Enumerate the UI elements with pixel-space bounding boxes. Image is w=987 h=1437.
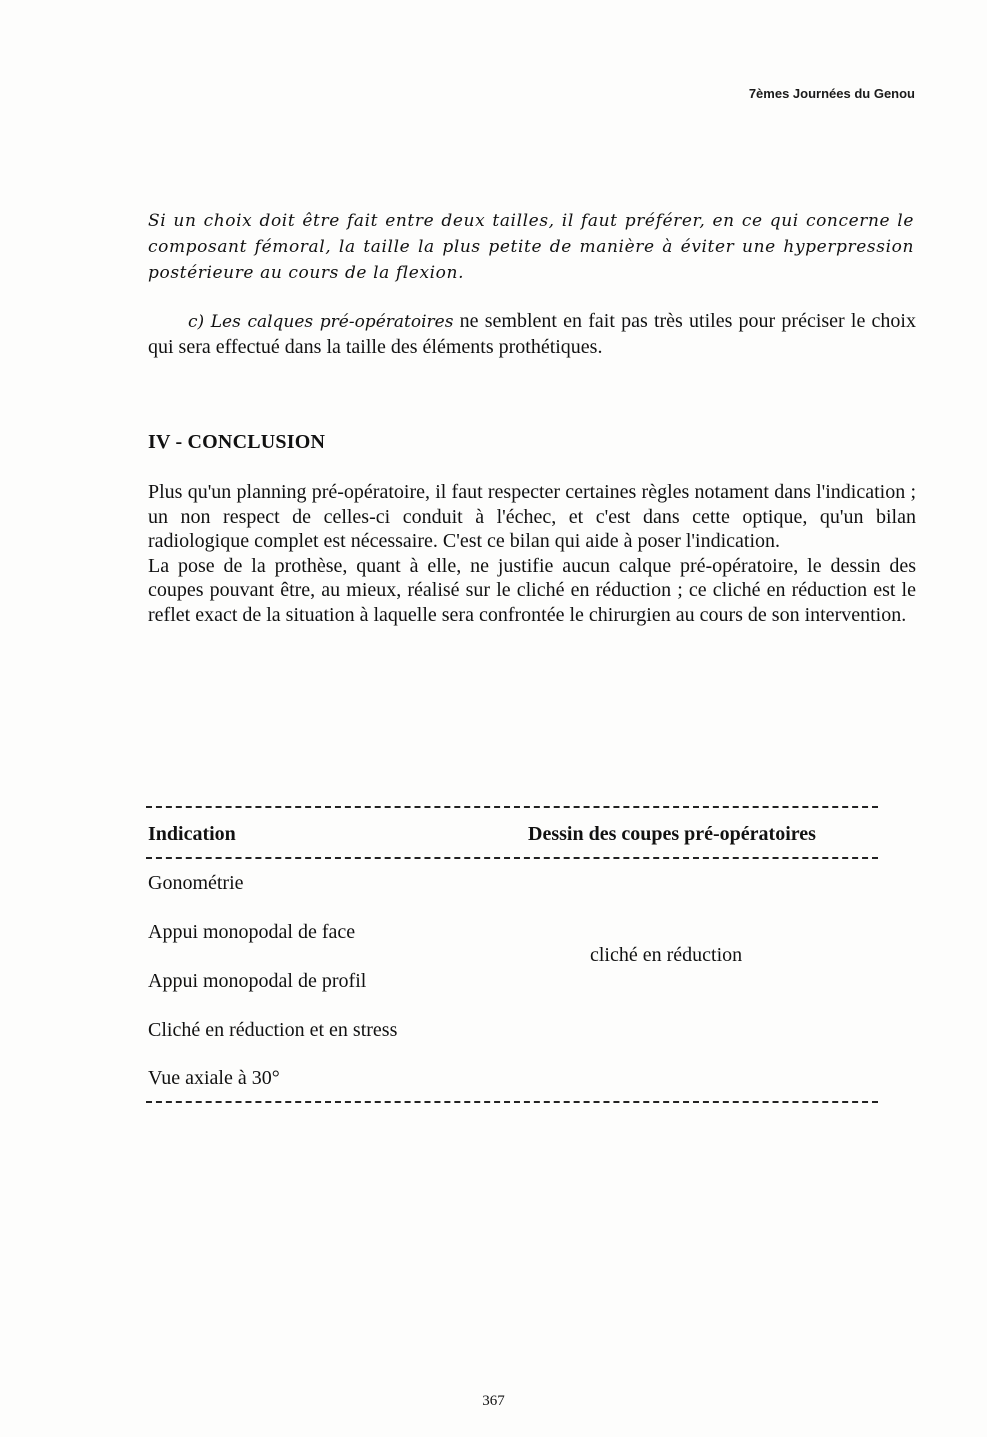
table-bottom-rule bbox=[146, 1101, 878, 1103]
table-header-rule bbox=[146, 857, 878, 859]
table-header-dessin: Dessin des coupes pré-opératoires bbox=[528, 823, 816, 845]
section-heading: IV - CONCLUSION bbox=[148, 431, 326, 453]
running-header: 7èmes Journées du Genou bbox=[748, 86, 915, 101]
table-top-rule bbox=[146, 806, 878, 808]
conclusion-text bbox=[148, 480, 916, 627]
paragraph-calques bbox=[148, 309, 916, 360]
page-number: 367 bbox=[482, 1393, 505, 1409]
table-row: Gonométrie bbox=[148, 872, 244, 894]
conclusion-paragraph-1: Plus qu'un planning pré-opératoire, il faut respecter certaines règles notament dans l'indication ; un non respect de celles-ci conduit à l'échec, et c'est dans cette optique, qu'un bilan radiologique complet est nécessaire. C'est ce bilan qui aide à poser l'indication. bbox=[148, 481, 916, 552]
calques-italic-lead: c) Les calques pré-opératoires bbox=[188, 312, 454, 332]
calques-text: ne semblent en fait pas très utiles pour préciser le choix qui sera effectué dans la taille des éléments prothétiques. bbox=[148, 310, 916, 358]
table-merged-cell: cliché en réduction bbox=[590, 944, 743, 966]
table-row: Appui monopodal de face bbox=[148, 921, 356, 943]
conclusion-paragraph-2: La pose de la prothèse, quant à elle, ne justifie aucun calque pré-opératoire, le dessin des coupes pouvant être, au mieux, réalisé sur le cliché en réduction ; ce cliché en réduction est le reflet exact de la situation à laquelle sera confrontée le chirurgien au cours de son intervention. bbox=[148, 554, 916, 626]
italic-paragraph: Si un choix doit être fait entre deux tailles, il faut préférer, en ce qui concerne le composant fémoral, la taille la plus petite de manière à éviter une hyperpression postérieure au cours de la flexion. bbox=[148, 211, 914, 283]
table-row: Vue axiale à 30° bbox=[148, 1067, 280, 1089]
table-row: Appui monopodal de profil bbox=[148, 970, 367, 992]
table-header-indication: Indication bbox=[148, 823, 236, 845]
table-row: Cliché en réduction et en stress bbox=[148, 1019, 398, 1041]
